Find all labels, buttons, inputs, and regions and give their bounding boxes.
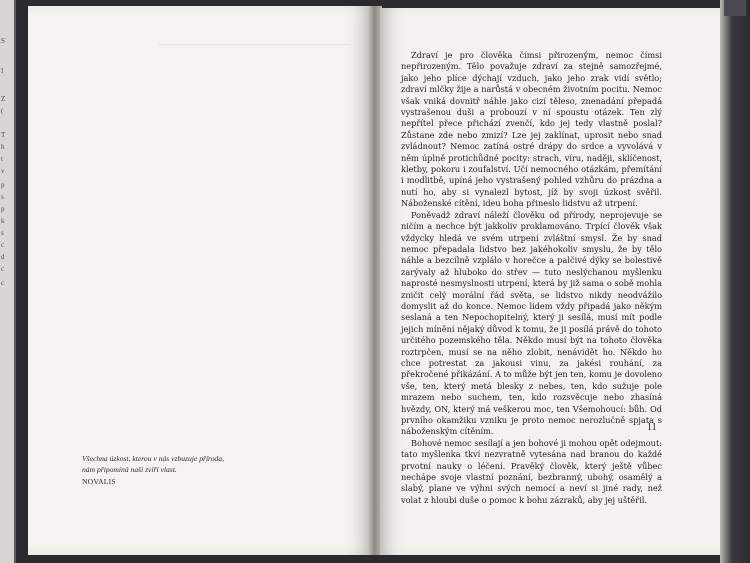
edge-letter: p [1, 205, 5, 213]
edge-letter: t [1, 155, 3, 163]
edge-letter: d [1, 253, 5, 261]
previous-page-edge [0, 0, 16, 563]
page-number: 11 [647, 422, 657, 433]
right-page [380, 8, 720, 555]
cover-notch [724, 0, 746, 16]
epigraph-quote-line-2: nám připomíná naši zvíří vlast. [82, 465, 177, 474]
edge-letter: h [1, 143, 5, 151]
edge-letter: v [1, 167, 5, 175]
edge-letter: ( [1, 107, 4, 115]
edge-letter: c [1, 279, 5, 287]
epigraph [82, 453, 342, 487]
show-through-rule [158, 44, 348, 45]
edge-letter: c [1, 265, 5, 273]
body-text [401, 50, 662, 506]
paragraph-2: Poněvadž zdraví náleží člověku od přírody, neprojevuje se ničím a nechce být jakkoliv proklamováno. Trpící člověk však vždycky hledá ve svém utrpení zvláštní smysl. Že by snad nemoc přepadala lidstvo bez jakéhokoliv smyslu, že by tělo náhle a bezcílně vzplálo v horečce a palčivé dýky se bolestivě zarývaly až hluboko do střev — tuto neslýchanou myšlenku naprosté nesmyslnosti utrpení, která by již sama o sobě mohla zničit celý morální řád světa, se lidstvo nikdy neodvážilo domyslit až do konce. Nemoc lidem vždy připadá jako někým seslaná a ten Nepochopitelný, který ji sesílá, musí mít podle jejich mínění nějaký důvod k tomu, že ji posílá právě do tohoto určitého pozemského těla. Někdo musí být na tohoto člověka roztrpčen, musí se na něho zlobit, nenávidět ho. Někdo ho chce potrestat za jakousi vinu, za jakési rouhání, za překročené přikázání. A to může být jen ten, komu je dovoleno vše, ten, který metá blesky z nebes, ten, kdo sužuje pole mrazem nebo suchem, ten, kdo rozsvěcuje nebo zhasíná hvězdy, ON, který má veškerou moc, ten Všemohoucí: bůh. Od prvního okamžiku vzniku je proto nemoc nerozlučně spjata s náboženským cítěním. [401, 209, 662, 437]
edge-letter: k [1, 217, 5, 225]
edge-letter: s [1, 193, 4, 201]
left-page [28, 6, 372, 555]
edge-letter: c [1, 241, 5, 249]
edge-letter: Z [1, 95, 6, 103]
epigraph-quote-line-1: Všechna úzkost, kterou v nás vzbuzuje příroda, [82, 454, 225, 463]
edge-letter: p [1, 181, 5, 189]
book-cover-edge [720, 0, 750, 563]
paragraph-3: Bohové nemoc sesílají a jen bohové ji mohou opět odejmout: tato myšlenka tkví nezvratně vytesána nad branou do každé prvotní nauky o léčení. Pravěký člověk, který ještě vůbec nechápe svoje vlastní poznání, bezbranný, ubohý, osamělý a slabý, plane ve výhni svých nemocí a neví si jiné rady, než volat z hloubi duše o pomoc k bohu zázraků, aby jej uštěřil. [401, 437, 662, 505]
epigraph-author: NOVALIS [82, 477, 116, 486]
edge-letter: S [1, 37, 5, 45]
paragraph-1: Zdraví je pro člověka čímsi přirozeným, nemoc čímsi nepřirozeným. Tělo považuje zdraví za stejně samozřejmé, jako jeho plíce dýchají vzduch, jako jeho zrak vidí světlo; zdraví mlčky žije a narůstá v obecném životním pocitu. Nemoc však vniká dovnitř náhle jako cizí těleso, znenadání přepadá vystrašenou duši a probouzí v ní spoustu otázek. Ten zlý nepřítel přece přichází zvenčí, kdo jej tedy vlastně poslal? Zůstane zde nebo zmizí? Lze jej zaklínat, uprosit nebo snad zvládnout? Nemoc zatíná ostré drápy do srdce a vyvolává v něm úplně protichůdné pocity: strach, víru, naději, sklíčenost, kletby, pokoru i zoufalství. Učí nemocného otázkám, přemítání i modlitbě, upíná jeho vystrašený pohled vzhůru do prázdna a nutí ho, aby si vynalezl bytost, jíž by svoji úzkost svěřil. Náboženské cítění, ideu boha přineslo lidstvu až utrpení. [401, 50, 662, 209]
edge-letter: s [1, 229, 4, 237]
edge-letter: T [1, 131, 6, 139]
edge-letter: I [1, 67, 4, 75]
